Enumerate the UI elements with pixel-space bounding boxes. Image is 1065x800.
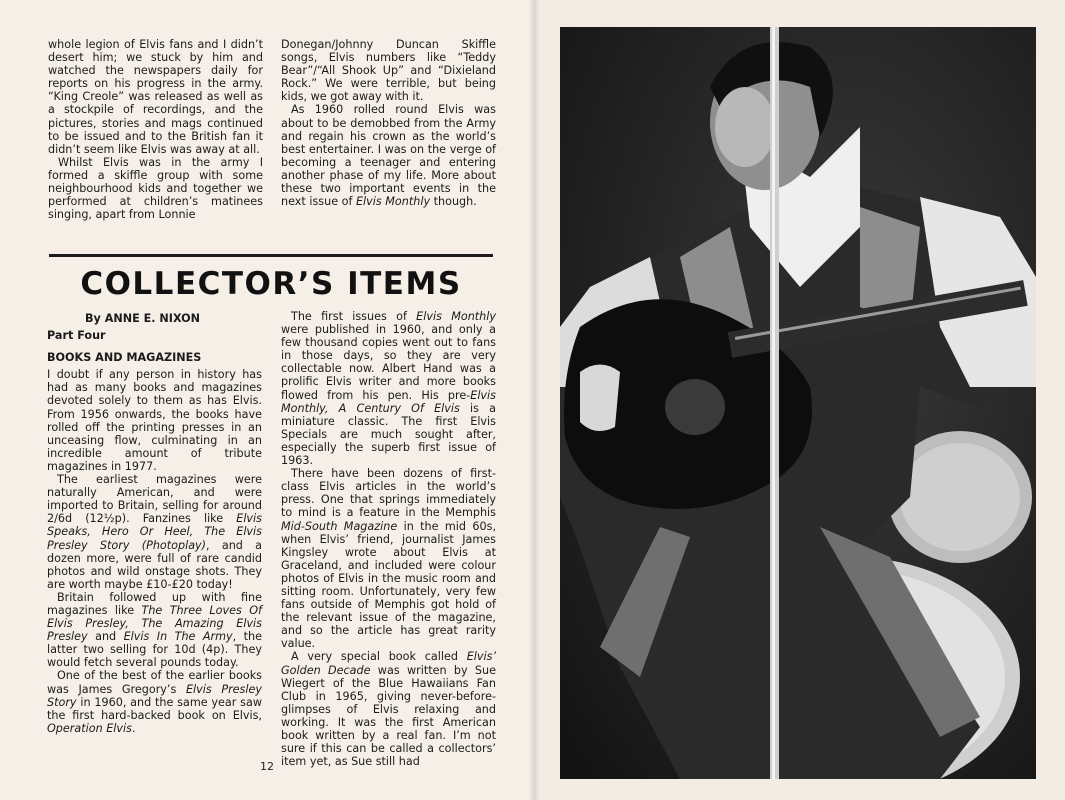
byline: By ANNE E. NIXON [85, 312, 201, 325]
section-divider [49, 254, 493, 257]
paragraph: whole legion of Elvis fans and I didn’t desert him; we stuck by him and watched the newspapers daily for reports on his progress in the army. “King Creole” was released as well as a stockpile of recordings, and the pictures, stories and mags continued to be issued and to the British fan it didn’t seem like Elvis was away at all. [48, 38, 263, 156]
paragraph: Donegan/Johnny Duncan Skiffle songs, Elvis numbers like “Teddy Bear”/“All Shook Up” and “Dixieland Rock.” We were terrible, but being kids, we got away with it. [281, 38, 496, 104]
paragraph: One of the best of the earlier books was James Gregory’s Elvis Presley Story in 1960, and the same year saw the first hard-backed book on Elvis, Operation Elvis. [47, 669, 262, 735]
paragraph: Britain followed up with fine magazines like The Three Loves Of Elvis Presley, The Amazing Elvis Presley and Elvis In The Army, the latter two selling for 10d (4p). They would fetch several pounds today. [47, 590, 262, 670]
article-headline: COLLECTOR’S ITEMS [80, 266, 462, 302]
section-heading: BOOKS AND MAGAZINES [47, 351, 202, 365]
paragraph: There have been dozens of first-class Elvis articles in the world’s press. One that springs immediately to mind is a feature in the Memphis Mid-South Magazine in the mid 60s, when Elvis’ friend, journalist James Kingsley wrote about Elvis at Graceland, and included were colour photos of Elvis in the music room and sitting room. Unfortunately, very few fans outside of Memphis got hold of the relevant issue of the magazine, and so the article has great rarity value. [281, 467, 497, 651]
paragraph: The first issues of Elvis Monthly were published in 1960, and only a few thousand copies went out to fans in those days, so they are very collectable now. Albert Hand was a prolific Elvis writer and more books flowed from his pen. His pre-Elvis Monthly, A Century Of Elvis is a miniature classic. The first Elvis Specials are much sought after, especially the superb first issue of 1963. [281, 310, 497, 468]
paragraph: A very special book called Elvis’ Golden Decade was written by Sue Wiegert of the Blue Hawaiians Fan Club in 1965, giving never-before-glimpses of Elvis relaxing and working. It was the first American book written by a real fan. I’m not sure if this can be called a collectors’ item yet, as Sue still had [281, 650, 496, 769]
column-1-top [48, 38, 263, 221]
page-number: 12 [260, 760, 274, 773]
column-1-article [47, 312, 262, 735]
paragraph: I doubt if any person in history has had as many books and magazines devoted solely to them as has Elvis. From 1956 onwards, the books have rolled off the printing presses in an unceasing flow, culminating in an incredible amount of tribute magazines in 1977. [47, 368, 262, 473]
column-2-top [281, 38, 496, 208]
page-gutter [528, 0, 540, 800]
concert-photo [560, 27, 1036, 779]
paragraph: As 1960 rolled round Elvis was about to be demobbed from the Army and regain his crown as the world’s best entertainer. I was on the verge of becoming a teenager and entering another phase of my life. More about these two important events in the next issue of Elvis Monthly though. [281, 103, 496, 209]
magazine-title: Elvis Monthly [355, 195, 431, 209]
column-2-article [281, 310, 496, 768]
photo-illustration [560, 27, 1036, 779]
paragraph: The earliest magazines were naturally American, and were imported to Britain, selling for around 2/6d (12½p). Fanzines like Elvis Speaks, Hero Or Heel, The Elvis Presley Story (Photoplay), and a dozen more, were full of rare candid photos and wild onstage shots. They are worth maybe £10-£20 today! [47, 473, 262, 591]
part-label: Part Four [47, 329, 106, 343]
paragraph: Whilst Elvis was in the army I formed a skiffle group with some neighbourhood kids and together we performed at children’s matinees singing, apart from Lonnie [48, 155, 263, 222]
